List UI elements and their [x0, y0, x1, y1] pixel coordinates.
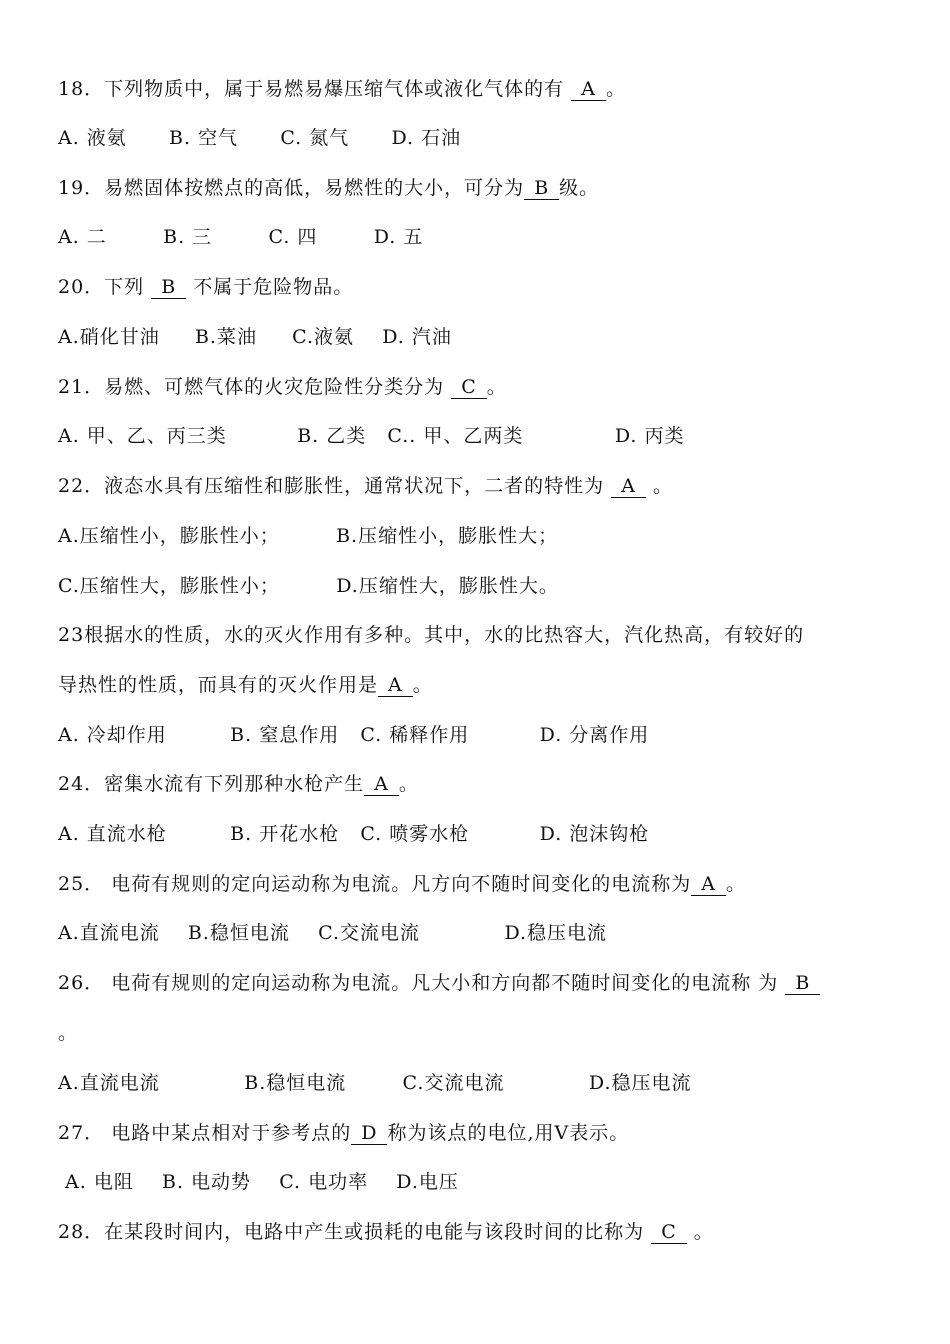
question-22-stem: 22．液态水具有压缩性和膨胀性，通常状况下，二者的特性为 A 。 [58, 475, 673, 497]
answer-blank: A [611, 475, 646, 498]
answer-blank: A [691, 873, 726, 896]
question-20-stem: 20．下列 B 不属于危险物品。 [58, 276, 354, 298]
question-18-stem: 18．下列物质中，属于易燃易爆压缩气体或液化气体的有 A 。 [58, 78, 626, 100]
question-25-options: A.直流电流 B.稳恒电流 C.交流电流 D.稳压电流 [58, 922, 608, 944]
question-19-options: A. 二 B. 三 C. 四 D. 五 [58, 226, 424, 248]
question-19-stem: 19．易燃固体按燃点的高低，易燃性的大小，可分为 B 级。 [58, 177, 600, 199]
answer-blank: A [571, 78, 606, 101]
question-26-stem-line2: 。 [58, 1022, 79, 1044]
question-21-options: A. 甲、乙、丙三类 B. 乙类 C.. 甲、乙两类 D. 丙类 [58, 425, 685, 447]
question-25-stem: 25． 电荷有规则的定向运动称为电流。凡方向不随时间变化的电流称为 A 。 [58, 873, 746, 895]
question-23-stem: 23根据水的性质，水的灭火作用有多种。其中，水的比热容大，汽化热高，有较好的 [58, 624, 805, 646]
question-18-options: A. 液氨 B. 空气 C. 氮气 D. 石油 [58, 127, 462, 149]
question-27-stem: 27． 电路中某点相对于参考点的 D 称为该点的电位,用V表示。 [58, 1122, 630, 1144]
answer-blank: A [378, 674, 413, 697]
question-26-stem: 26． 电荷有规则的定向运动称为电流。凡大小和方向都不随时间变化的电流称 为 B [58, 970, 820, 996]
question-20-options: A.硝化甘油 B.菜油 C.液氨 D. 汽油 [58, 326, 452, 348]
question-21-stem: 21．易燃、可燃气体的火灾危险性分类分为 C 。 [58, 376, 507, 398]
answer-blank: C [651, 1221, 687, 1244]
answer-blank: B [524, 177, 559, 200]
question-28-stem: 28．在某段时间内，电路中产生或损耗的电能与该段时间的比称为 C 。 [58, 1221, 714, 1243]
question-24-options: A. 直流水枪 B. 开花水枪 C. 喷雾水枪 D. 泡沫钩枪 [58, 823, 650, 845]
question-23-stem-line2: 导热性的性质，而具有的灭火作用是 A 。 [58, 674, 433, 696]
answer-blank: D [351, 1122, 387, 1145]
answer-blank: B [151, 276, 186, 299]
question-23-options: A. 冷却作用 B. 窒息作用 C. 稀释作用 D. 分离作用 [58, 724, 650, 746]
answer-blank: C [451, 376, 487, 399]
question-24-stem: 24．密集水流有下列那种水枪产生 A 。 [58, 773, 419, 795]
question-22-options-2: C.压缩性大，膨胀性小； D.压缩性大，膨胀性大。 [58, 575, 559, 597]
question-27-options: A. 电阻 B. 电动势 C. 电功率 D.电压 [58, 1171, 459, 1193]
answer-blank: B [785, 972, 820, 995]
answer-blank: A [364, 773, 399, 796]
question-22-options: A.压缩性小，膨胀性小； B.压缩性小，膨胀性大； [58, 525, 559, 547]
question-26-options: A.直流电流 B.稳恒电流 C.交流电流 D.稳压电流 [58, 1072, 692, 1094]
